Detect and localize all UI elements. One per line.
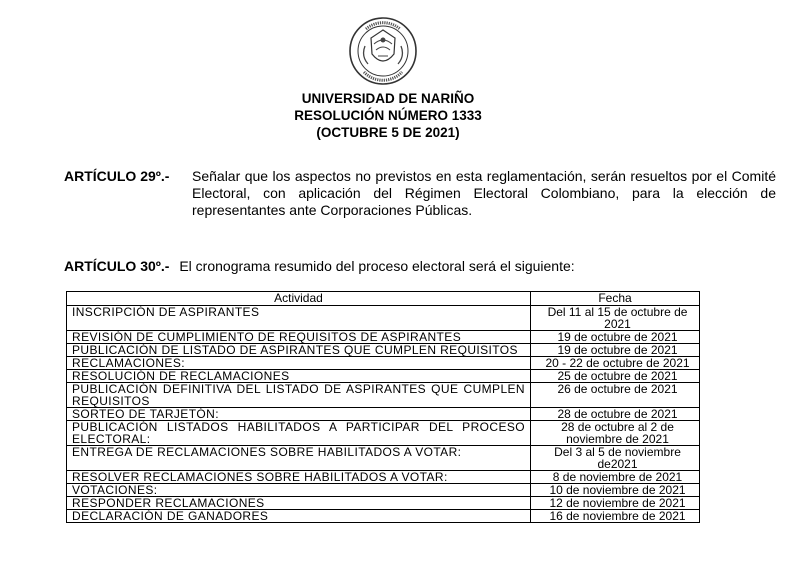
article-29-label: ARTÍCULO 29º.- <box>64 168 170 184</box>
university-seal-icon <box>348 16 418 86</box>
date-cell: 26 de octubre de 2021 <box>531 383 700 408</box>
article-30-label: ARTÍCULO 30º.- <box>64 258 170 274</box>
date-cell: Del 3 al 5 de noviembre de2021 <box>531 446 700 471</box>
table-header-row <box>67 292 700 306</box>
article-30-text: El cronograma resumido del proceso electoral será el siguiente: <box>179 258 575 274</box>
activity-cell: PUBLICACIÓN DE LISTADO DE ASPIRANTES QUE CUMPLEN REQUISITOS <box>67 344 531 357</box>
date-cell: 10 de noviembre de 2021 <box>531 484 700 497</box>
date-cell: 12 de noviembre de 2021 <box>531 497 700 510</box>
date-cell: 19 de octubre de 2021 <box>531 344 700 357</box>
date-cell: 25 de octubre de 2021 <box>531 370 700 383</box>
electoral-schedule-table <box>66 291 700 523</box>
date-cell: 8 de noviembre de 2021 <box>531 471 700 484</box>
date-cell: 20 - 22 de octubre de 2021 <box>531 357 700 370</box>
table-row <box>67 383 700 408</box>
article-30 <box>64 258 764 275</box>
activity-cell: RESOLVER RECLAMACIONES SOBRE HABILITADOS A VOTAR: <box>67 471 531 484</box>
table-row <box>67 446 700 471</box>
article-29-text: Señalar que los aspectos no previstos en esta reglamentación, serán resueltos por el Comité Electoral, con aplicación del Régimen Electoral Colombiano, para la elección de representantes ante Corporaciones Públicas. <box>192 168 776 218</box>
table-row <box>67 484 700 497</box>
university-name: UNIVERSIDAD DE NARIÑO <box>301 91 475 106</box>
date-cell: 28 de octubre de 2021 <box>531 408 700 421</box>
table-row <box>67 370 700 383</box>
resolution-number: RESOLUCIÓN NÚMERO 1333 <box>294 108 482 123</box>
activity-cell: PUBLICACIÓN LISTADOS HABILITADOS A PARTICIPAR DEL PROCESO ELECTORAL: <box>67 421 531 446</box>
activity-cell: INSCRIPCIÓN DE ASPIRANTES <box>67 306 531 331</box>
activity-cell: VOTACIONES: <box>67 484 531 497</box>
table-row <box>67 357 700 370</box>
date-cell: 16 de noviembre de 2021 <box>531 510 700 523</box>
table-row <box>67 510 700 523</box>
activity-cell: SORTEO DE TARJETÓN: <box>67 408 531 421</box>
activity-cell: RECLAMACIONES: <box>67 357 531 370</box>
date-cell: 19 de octubre de 2021 <box>531 331 700 344</box>
activity-cell: REVISIÓN DE CUMPLIMIENTO DE REQUISITOS DE ASPIRANTES <box>67 331 531 344</box>
document-header <box>0 90 776 141</box>
resolution-date: (OCTUBRE 5 DE 2021) <box>316 125 460 140</box>
date-cell: 28 de octubre al 2 de noviembre de 2021 <box>531 421 700 446</box>
activity-cell: ENTREGA DE RECLAMACIONES SOBRE HABILITADOS A VOTAR: <box>67 446 531 471</box>
activity-column-header: Actividad <box>67 292 531 306</box>
date-cell: Del 11 al 15 de octubre de 2021 <box>531 306 700 331</box>
date-column-header: Fecha <box>531 292 700 306</box>
table-row <box>67 306 700 331</box>
activity-cell: PUBLICACIÓN DEFINITIVA DEL LISTADO DE ASPIRANTES QUE CUMPLEN REQUISITOS <box>67 383 531 408</box>
activity-cell: RESPONDER RECLAMACIONES <box>67 497 531 510</box>
table-row <box>67 471 700 484</box>
activity-cell: RESOLUCIÓN DE RECLAMACIONES <box>67 370 531 383</box>
table-row <box>67 408 700 421</box>
activity-cell: DECLARACIÓN DE GANADORES <box>67 510 531 523</box>
table-row <box>67 421 700 446</box>
table-row <box>67 497 700 510</box>
table-row <box>67 331 700 344</box>
table-row <box>67 344 700 357</box>
